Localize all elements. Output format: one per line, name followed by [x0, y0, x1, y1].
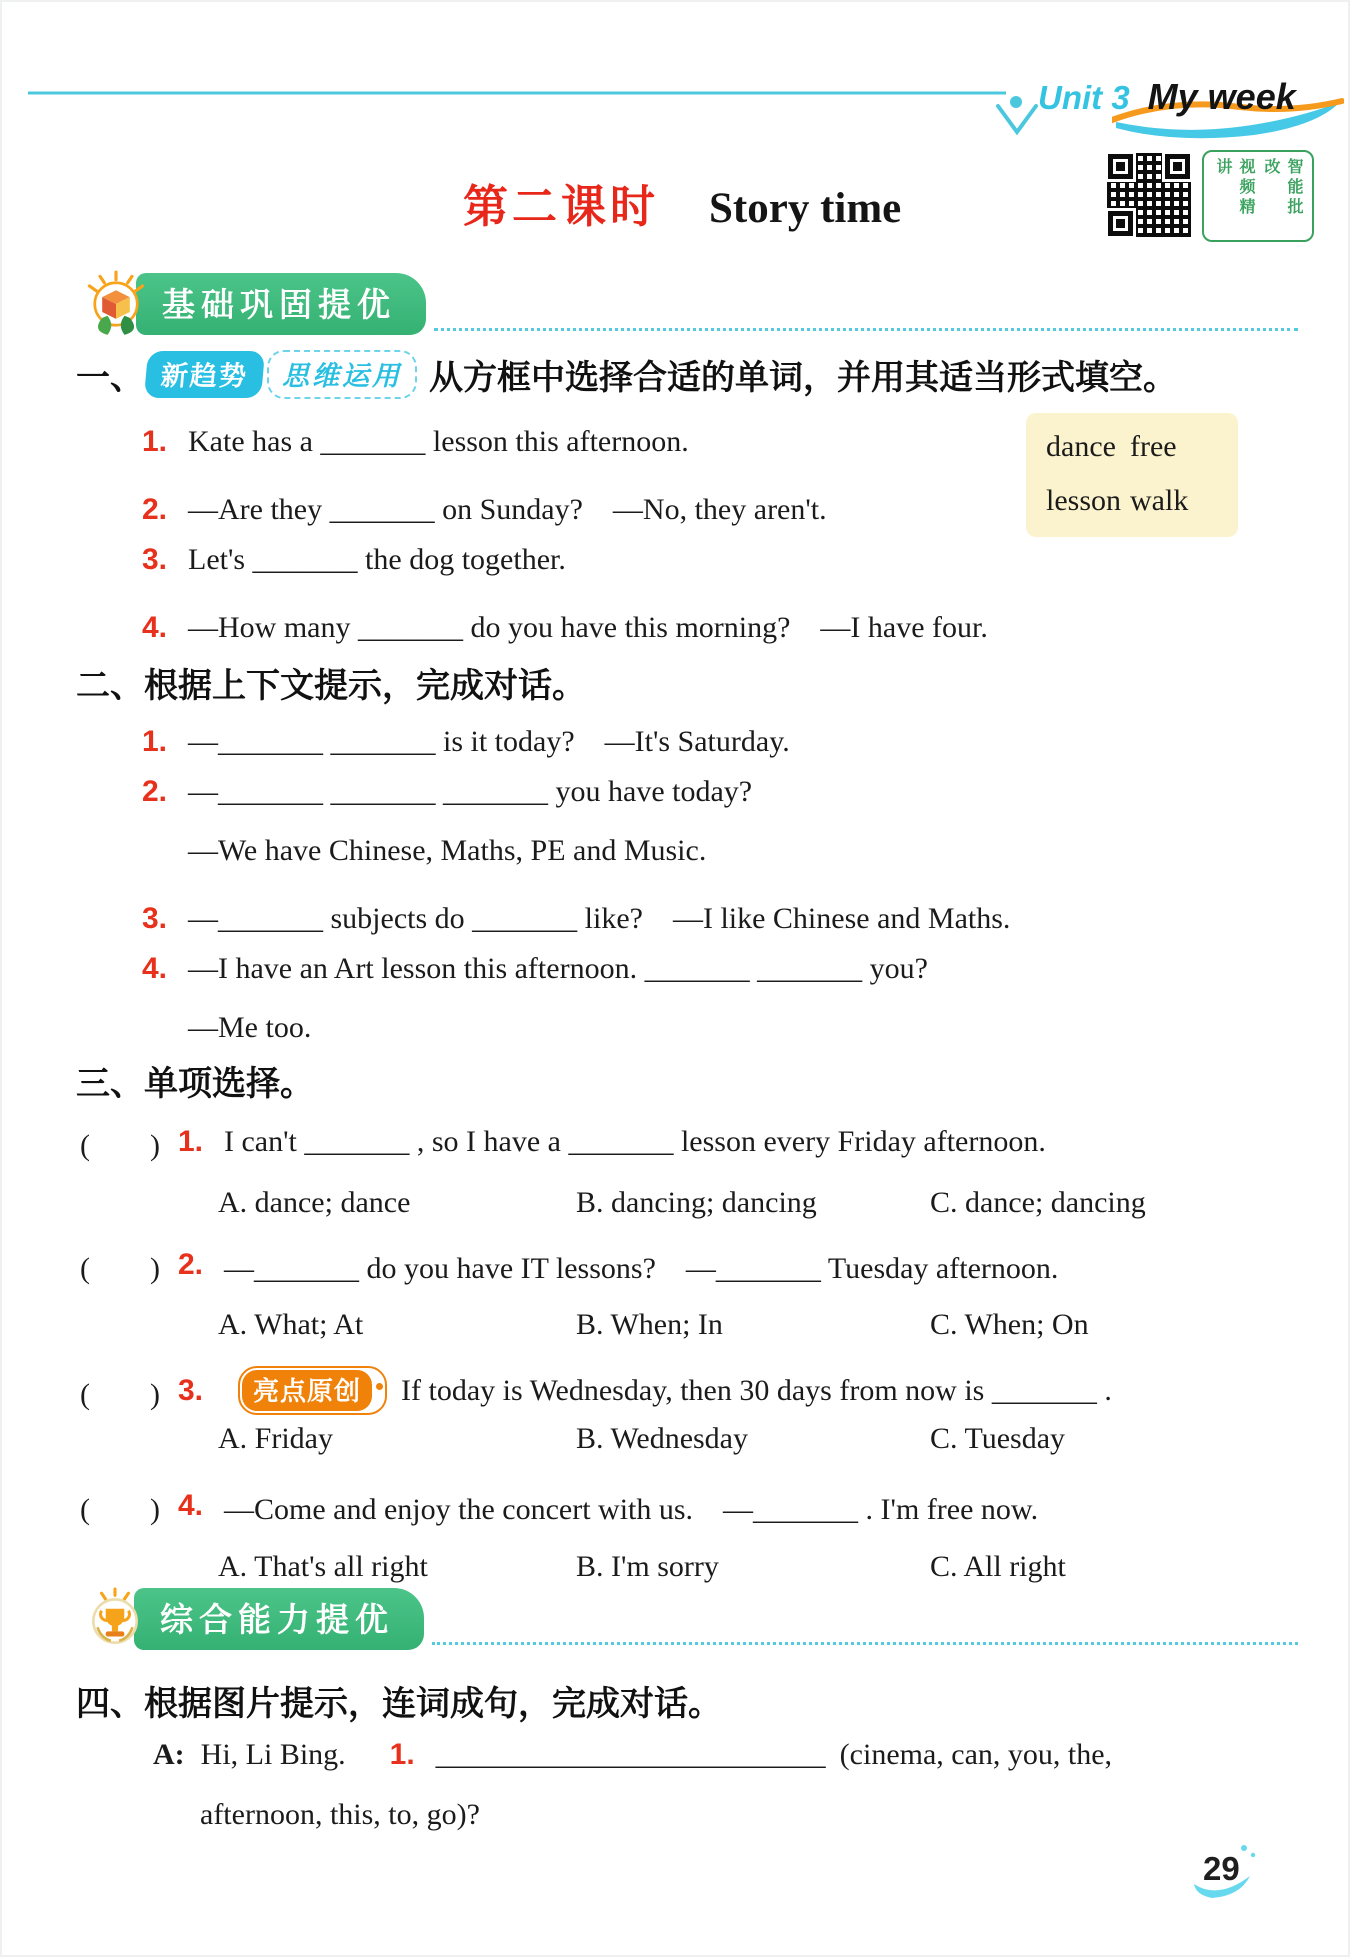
ex2-item-1 [142, 716, 790, 760]
option-b: B. dancing; dancing [576, 1186, 817, 1219]
dotted-divider [432, 1642, 1298, 1645]
ex1-item-1 [142, 425, 689, 459]
item-text: —_______ subjects do _______ like? —I like Chinese and Maths. [188, 902, 1011, 935]
exercise2-header [76, 658, 586, 707]
ex2-item-3 [142, 893, 1010, 937]
word-option: dance [1046, 430, 1116, 463]
option-b: B. Wednesday [576, 1422, 749, 1455]
item-text: Kate has a _______ lesson this afternoon. [188, 425, 689, 458]
qr-labels [1202, 150, 1314, 242]
item-number: 1. [142, 425, 168, 458]
ex3-question-4-options [218, 1550, 1314, 1584]
ex2-item-4 [142, 952, 928, 986]
answer-bracket: ( ) [80, 1377, 160, 1411]
word-hints: (cinema, can, you, the, [839, 1738, 1113, 1771]
exercise1-header [76, 350, 1177, 399]
exercise1-instruction: 从方框中选择合适的单词，并用其适当形式填空。 [429, 359, 1177, 397]
question-text: If today is Wednesday, then 30 days from now is _______ . [401, 1373, 1112, 1407]
ex3-question-3 [80, 1366, 1310, 1415]
ex2-item-4-reply [142, 1011, 311, 1045]
item-number: 2. [178, 1248, 204, 1281]
lesson-name: Story time [709, 185, 902, 232]
dotted-divider [434, 328, 1298, 331]
item-number: 1. [142, 725, 168, 758]
option-a: A. dance; dance [218, 1186, 411, 1219]
section-banner-label: 基础巩固提优 [136, 273, 426, 335]
word-option: lesson [1046, 484, 1121, 517]
ex4-dialogue-line [153, 1738, 1112, 1772]
item-text: —_______ _______ is it today? —It's Saturday. [188, 725, 790, 758]
item-number: 2. [142, 493, 168, 526]
item-text: —I have an Art lesson this afternoon. _______ _______ you? [188, 952, 928, 985]
ex2-item-2-reply [142, 834, 706, 868]
unit-header [1038, 76, 1296, 118]
item-text: —How many _______ do you have this morning? —I have four. [188, 611, 988, 644]
qr-code [1104, 150, 1194, 240]
lesson-title [463, 170, 901, 235]
ex3-question-1-options [218, 1186, 1314, 1220]
answer-bracket: ( ) [80, 1129, 160, 1162]
exercise4-instruction: 根据图片提示，连词成句，完成对话。 [144, 1685, 722, 1723]
dialogue-text: Hi, Li Bing. [200, 1738, 346, 1771]
qr-label-smart-grading: 智能批改 [1262, 158, 1302, 218]
unit-label: Unit 3 [1038, 79, 1130, 116]
item-number: 3. [178, 1373, 204, 1407]
word-option: free [1130, 430, 1177, 463]
answer-bracket: ( ) [80, 1252, 160, 1285]
page-number: 29 [1203, 1850, 1240, 1887]
item-number: 1. [178, 1125, 204, 1158]
exercise3-header [76, 1056, 314, 1105]
ex3-question-1 [80, 1120, 1310, 1164]
trophy-icon [82, 1586, 148, 1652]
exercise4-number: 四、 [76, 1685, 144, 1723]
qr-block [1104, 150, 1314, 242]
header-rule-decoration [28, 88, 1043, 140]
item-text: —_______ _______ _______ you have today? [188, 775, 753, 808]
option-c: C. When; On [930, 1308, 1089, 1341]
exercise2-instruction: 根据上下文提示，完成对话。 [144, 667, 586, 705]
section-banner-advanced [82, 1586, 1298, 1652]
item-number: 4. [142, 611, 168, 644]
lesson-number: 第二课时 [463, 181, 660, 232]
answer-blank: __________________________ [435, 1738, 826, 1771]
section-banner-basic [82, 270, 1298, 338]
question-text: —_______ do you have IT lessons? —_______ Tuesday afternoon. [224, 1252, 1059, 1285]
item-number: 4. [178, 1489, 204, 1522]
item-text: Let's _______ the dog together. [188, 543, 566, 576]
ex3-question-2 [80, 1243, 1310, 1287]
ex1-item-4 [142, 602, 988, 646]
item-number: 3. [142, 902, 168, 935]
option-c: C. Tuesday [930, 1422, 1066, 1455]
qr-finder-icon [1108, 211, 1133, 236]
speaker-label: A: [153, 1738, 185, 1771]
ex1-item-2 [142, 484, 827, 528]
unit-topic: My week [1147, 76, 1296, 117]
word-box [1026, 413, 1238, 537]
option-b: B. When; In [576, 1308, 723, 1341]
exercise3-number: 三、 [76, 1065, 144, 1103]
exercise1-number: 一、 [76, 359, 144, 397]
plant-cube-icon [82, 270, 150, 338]
qr-label-video: 视频精讲 [1214, 158, 1254, 218]
item-text: —Are they _______ on Sunday? —No, they aren't. [188, 493, 827, 526]
qr-finder-icon [1108, 154, 1133, 179]
item-text: —We have Chinese, Maths, PE and Music. [188, 834, 707, 867]
question-text: I can't _______ , so I have a _______ lesson every Friday afternoon. [224, 1125, 1046, 1158]
ex3-question-4 [80, 1484, 1310, 1528]
ex2-item-2 [142, 775, 752, 809]
word-option: walk [1130, 484, 1189, 517]
ex1-item-3 [142, 543, 566, 577]
exercise4-header [76, 1676, 722, 1725]
option-a: A. That's all right [218, 1550, 428, 1583]
item-number: 2. [142, 775, 168, 808]
item-number: 4. [142, 952, 168, 985]
exercise2-number: 二、 [76, 667, 144, 705]
word-hints-continued: afternoon, this, to, go)? [200, 1798, 480, 1831]
item-text: —Me too. [188, 1011, 312, 1044]
exercise3-instruction: 单项选择。 [144, 1065, 314, 1103]
section-banner-label: 综合能力提优 [134, 1588, 424, 1650]
highlight-original-badge: 亮点原创 [238, 1366, 387, 1415]
qr-finder-icon [1165, 154, 1190, 179]
answer-bracket: ( ) [80, 1493, 160, 1526]
option-c: C. All right [930, 1550, 1066, 1583]
option-c: C. dance; dancing [930, 1186, 1146, 1219]
ex3-question-3-options [218, 1422, 1314, 1456]
option-b: B. I'm sorry [576, 1550, 719, 1583]
option-a: A. What; At [218, 1308, 364, 1341]
new-trend-badge: 新趋势 [144, 351, 265, 398]
thinking-skill-badge: 思维运用 [267, 350, 417, 399]
item-number: 3. [142, 543, 168, 576]
ex3-question-2-options [218, 1308, 1314, 1342]
item-number: 1. [389, 1738, 415, 1771]
option-a: A. Friday [218, 1422, 333, 1455]
question-text: —Come and enjoy the concert with us. —_______ . I'm free now. [224, 1493, 1039, 1526]
